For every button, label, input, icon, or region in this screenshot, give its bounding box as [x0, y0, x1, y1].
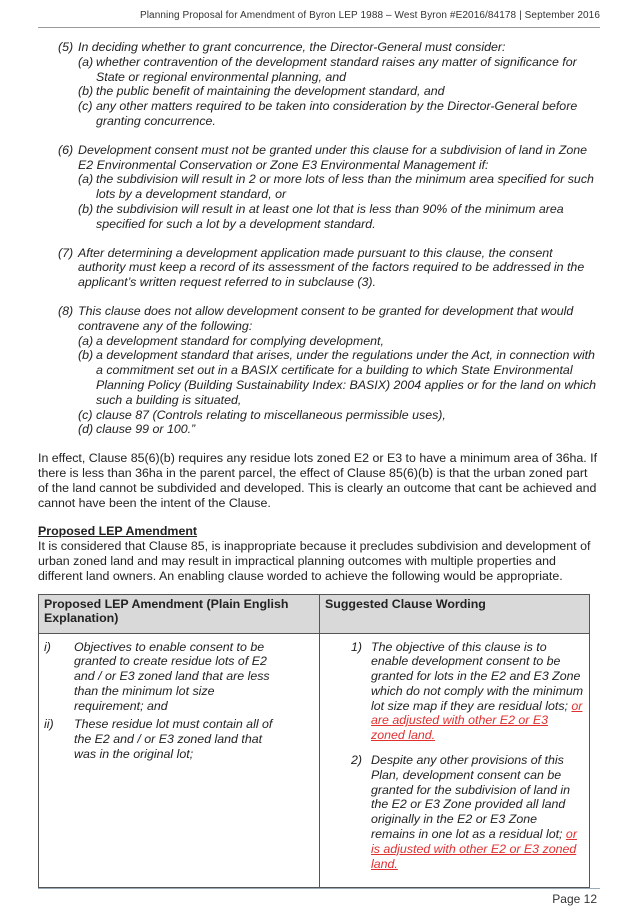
table-header: Proposed LEP Amendment (Plain English Explanation) [39, 594, 320, 633]
list-item: i) Objectives to enable consent to be granted to create residue lots of E2 and / or E3 zoned land that are less than the minimum lot size requirement; and [44, 639, 270, 713]
page-number: Page 12 [552, 892, 597, 906]
clause-item: (b) the subdivision will result in at least one lot that is less than 90% of the minimum area specified for such a lot by a development standard. [78, 201, 564, 231]
table-cell-wording [320, 633, 590, 888]
amendment-table [38, 594, 590, 889]
list-item: 1) The objective of this clause is to enable development consent to be granted for lots in the E2 and E3 Zone which do not comply with the minimum lot size map if they are residual lots; or are adjusted with other E2 or E3 zoned land. [351, 639, 584, 743]
clause-item: (b) a development standard that arises, under the regulations under the Act, in connection with a commitment set out in a BASIX certificate for a building to which State Environmental Planning Policy (Building Sustainability Index: BASIX) 2004 applies or for the land on which such a building is situated, [78, 348, 597, 407]
table-header: Suggested Clause Wording [320, 594, 590, 633]
added-text: or are adjusted with other E2 or E3 zoned land. [371, 698, 583, 743]
clause-number: (8) [58, 303, 74, 318]
section-heading: Proposed LEP Amendment [38, 524, 198, 539]
header-rule [38, 27, 600, 28]
page-header: Planning Proposal for Amendment of Byron LEP 1988 – West Byron #E2016/84178 | September 2016 [139, 10, 600, 21]
clause-text: After determining a development application made pursuant to this clause, the consent authority must keep a record of its assessment of the factors required to be addressed in the applicant’s written request referred to in subclause (3). [78, 245, 585, 290]
clause-item: (b) the public benefit of maintaining the development standard, and [78, 84, 445, 99]
amendment-paragraph: It is considered that Clause 85, is inappropriate because it precludes subdivision and development of urban zoned land and may result in impractical planning outcomes with multiple properties and different land owners. An enabling clause worded to achieve the following would be appropriate. [38, 539, 591, 583]
clause-5 [58, 40, 600, 55]
list-item: ii) These residue lot must contain all of the E2 and / or E3 zoned land that was in the original lot; [44, 717, 273, 762]
added-text: or is adjusted with other E2 or E3 zoned land. [371, 827, 577, 871]
clause-item: (a) the subdivision will result in 2 or more lots of less than the minimum area specified for such lots by a development standard, or [78, 172, 594, 202]
clause-8 [58, 304, 600, 334]
clause-item: (a) a development standard for complying development, [78, 333, 384, 348]
table-cell-explanation [39, 633, 320, 888]
clause-7 [58, 246, 600, 290]
effect-paragraph: In effect, Clause 85(6)(b) requires any residue lots zoned E2 or E3 to have a minimum area of 36ha. If there is less than 36ha in the parent parcel, the effect of Clause 85(6)(b) is that the urban zoned part of the land cannot be subdivided and developed. This is clearly an outcome that cant be achieved and cannot have been the intent of the Clause. [38, 451, 598, 510]
clause-item: (c) clause 87 (Controls relating to miscellaneous permissible uses), [78, 407, 446, 422]
clause-number: (7) [58, 245, 74, 260]
footer-rule [38, 888, 600, 889]
page-content [38, 40, 600, 888]
clause-item: (a) whether contravention of the development standard raises any matter of significance for State or regional environmental planning, and [78, 54, 577, 84]
clause-6 [58, 143, 600, 173]
list-item: 2) Despite any other provisions of this Plan, development consent can be granted for the subdivision of land in the E2 or E3 Zone provided all land originally in the E2 or E3 Zone remains in one lot as a residual lot; or is adjusted with other E2 or E3 zoned land. [351, 753, 577, 871]
clause-text: In deciding whether to grant concurrence, the Director-General must consider: [78, 40, 506, 54]
clause-number: (5) [58, 40, 74, 54]
clause-text: Development consent must not be granted under this clause for a subdivision of land in Zone E2 Environmental Conservation or Zone E3 Environmental Management if: [78, 142, 588, 172]
clause-item: (d) clause 99 or 100.” [78, 422, 196, 437]
clause-number: (6) [58, 142, 74, 157]
clause-text: This clause does not allow development consent to be granted for development that would contravene any of the following: [78, 303, 574, 333]
clause-item: (c) any other matters required to be taken into consideration by the Director-General before granting concurrence. [78, 99, 578, 128]
